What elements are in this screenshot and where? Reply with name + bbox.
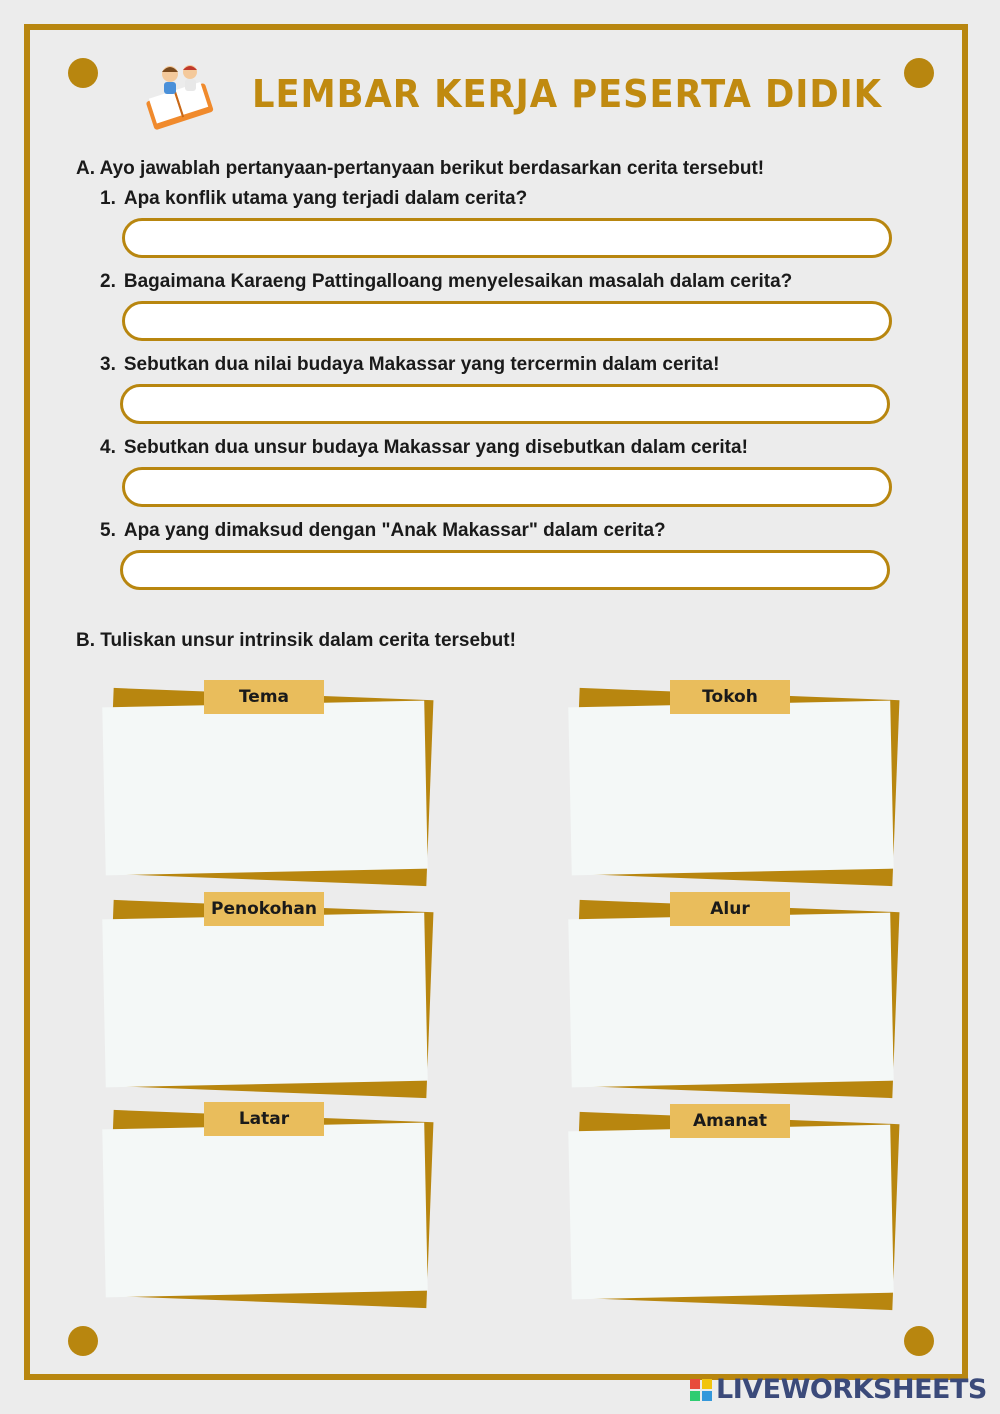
question-number: 5. (100, 520, 116, 541)
card-label: Latar (204, 1102, 324, 1136)
card-amanat (566, 1106, 906, 1306)
question-number: 2. (100, 271, 116, 292)
question-3 (100, 354, 719, 376)
liveworksheets-wordmark: LIVEWORKSHEETS (716, 1374, 987, 1405)
card-writing-area[interactable] (102, 913, 427, 1088)
corner-dot-bottom-left (68, 1326, 98, 1356)
question-number: 3. (100, 354, 116, 375)
corner-dot-top-right (904, 58, 934, 88)
section-a-title: A. Ayo jawablah pertanyaan-pertanyaan berikut berdasarkan cerita tersebut! (76, 158, 765, 179)
answer-field-5[interactable] (120, 550, 890, 590)
card-label: Penokohan (204, 892, 324, 926)
card-label: Alur (670, 892, 790, 926)
card-writing-area[interactable] (102, 1123, 427, 1298)
question-number: 4. (100, 437, 116, 458)
card-label: Tema (204, 680, 324, 714)
question-4 (100, 437, 748, 459)
card-alur (566, 894, 906, 1094)
card-label: Amanat (670, 1104, 790, 1138)
question-1 (100, 188, 527, 210)
answer-field-1[interactable] (122, 218, 892, 258)
question-number: 1. (100, 188, 116, 209)
answer-field-3[interactable] (120, 384, 890, 424)
question-text: Bagaimana Karaeng Pattingalloang menyelesaikan masalah dalam cerita? (123, 271, 793, 292)
question-5 (100, 520, 666, 542)
question-text: Apa konflik utama yang terjadi dalam cerita? (123, 188, 528, 209)
question-text: Sebutkan dua unsur budaya Makassar yang disebutkan dalam cerita! (123, 437, 748, 458)
liveworksheets-blocks-icon (690, 1379, 712, 1401)
answer-field-4[interactable] (122, 467, 892, 507)
card-latar (100, 1104, 440, 1304)
question-2 (100, 271, 792, 293)
corner-dot-top-left (68, 58, 98, 88)
corner-dot-bottom-right (904, 1326, 934, 1356)
card-tokoh (566, 682, 906, 882)
card-label: Tokoh (670, 680, 790, 714)
card-penokohan (100, 894, 440, 1094)
liveworksheets-logo (690, 1374, 987, 1406)
answer-field-2[interactable] (122, 301, 892, 341)
section-b-title: B. Tuliskan unsur intrinsik dalam cerita tersebut! (76, 630, 516, 651)
kids-reading-book-icon (136, 58, 218, 130)
card-tema (100, 682, 440, 882)
card-writing-area[interactable] (102, 701, 427, 876)
card-writing-area[interactable] (568, 1125, 893, 1300)
question-text: Sebutkan dua nilai budaya Makassar yang tercermin dalam cerita! (123, 354, 720, 375)
card-writing-area[interactable] (568, 701, 893, 876)
question-text: Apa yang dimaksud dengan "Anak Makassar" dalam cerita? (123, 520, 666, 541)
page-title: LEMBAR KERJA PESERTA DIDIK (252, 72, 882, 116)
card-writing-area[interactable] (568, 913, 893, 1088)
